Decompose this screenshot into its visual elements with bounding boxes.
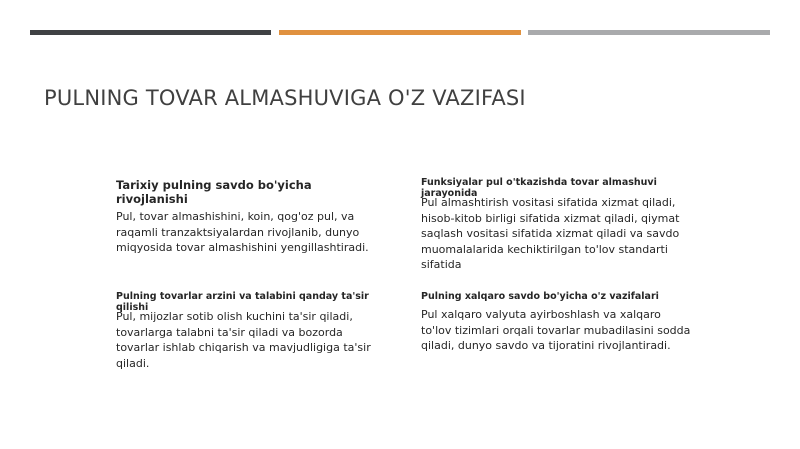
content-block-supply-demand — [116, 291, 378, 371]
block-heading: Tarixiy pulning savdo bo'yicha rivojlanishi — [116, 178, 312, 206]
accent-bar-gray — [528, 30, 770, 35]
block-body: Pul xalqaro valyuta ayirboshlash va xalqaro to'lov tizimlari orqali tovarlar mubadilasini sodda qiladi, dunyo savdo va tijoratini rivojlantiradi. — [421, 308, 691, 352]
slide-title: PULNING TOVAR ALMASHUVIGA O'Z VAZIFASI — [44, 86, 526, 110]
block-body: Pul almashtirish vositasi sifatida xizmat qiladi, hisob-kitob birligi sifatida xizmat qiladi, qiymat saqlash vositasi sifatida xizmat qiladi va savdo muomalalarida kechiktirilgan to'lov standarti sifatida — [421, 196, 680, 271]
block-heading: Funksiyalar pul o'tkazishda tovar almashuvi jarayonida — [421, 177, 657, 199]
block-heading: Pulning xalqaro savdo bo'yicha o'z vazifalari — [421, 291, 659, 302]
content-block-international — [421, 291, 691, 354]
block-body: Pul, tovar almashishini, koin, qog'oz pul, va raqamli tranzaktsiyalardan rivojlanib, dunyo miqyosida tovar almashishini yengillashtiradi. — [116, 210, 369, 254]
block-heading: Pulning tovarlar arzini va talabini qanday ta'sir qilishi — [116, 291, 369, 313]
accent-bar-dark — [30, 30, 271, 35]
content-block-history — [116, 178, 378, 256]
accent-bar-orange — [279, 30, 521, 35]
content-block-functions — [421, 177, 691, 273]
block-body: Pul, mijozlar sotib olish kuchini ta'sir qiladi, tovarlarga talabni ta'sir qiladi va bozorda tovarlar ishlab chiqarish va mavjudligiga ta'sir qiladi. — [116, 310, 371, 370]
